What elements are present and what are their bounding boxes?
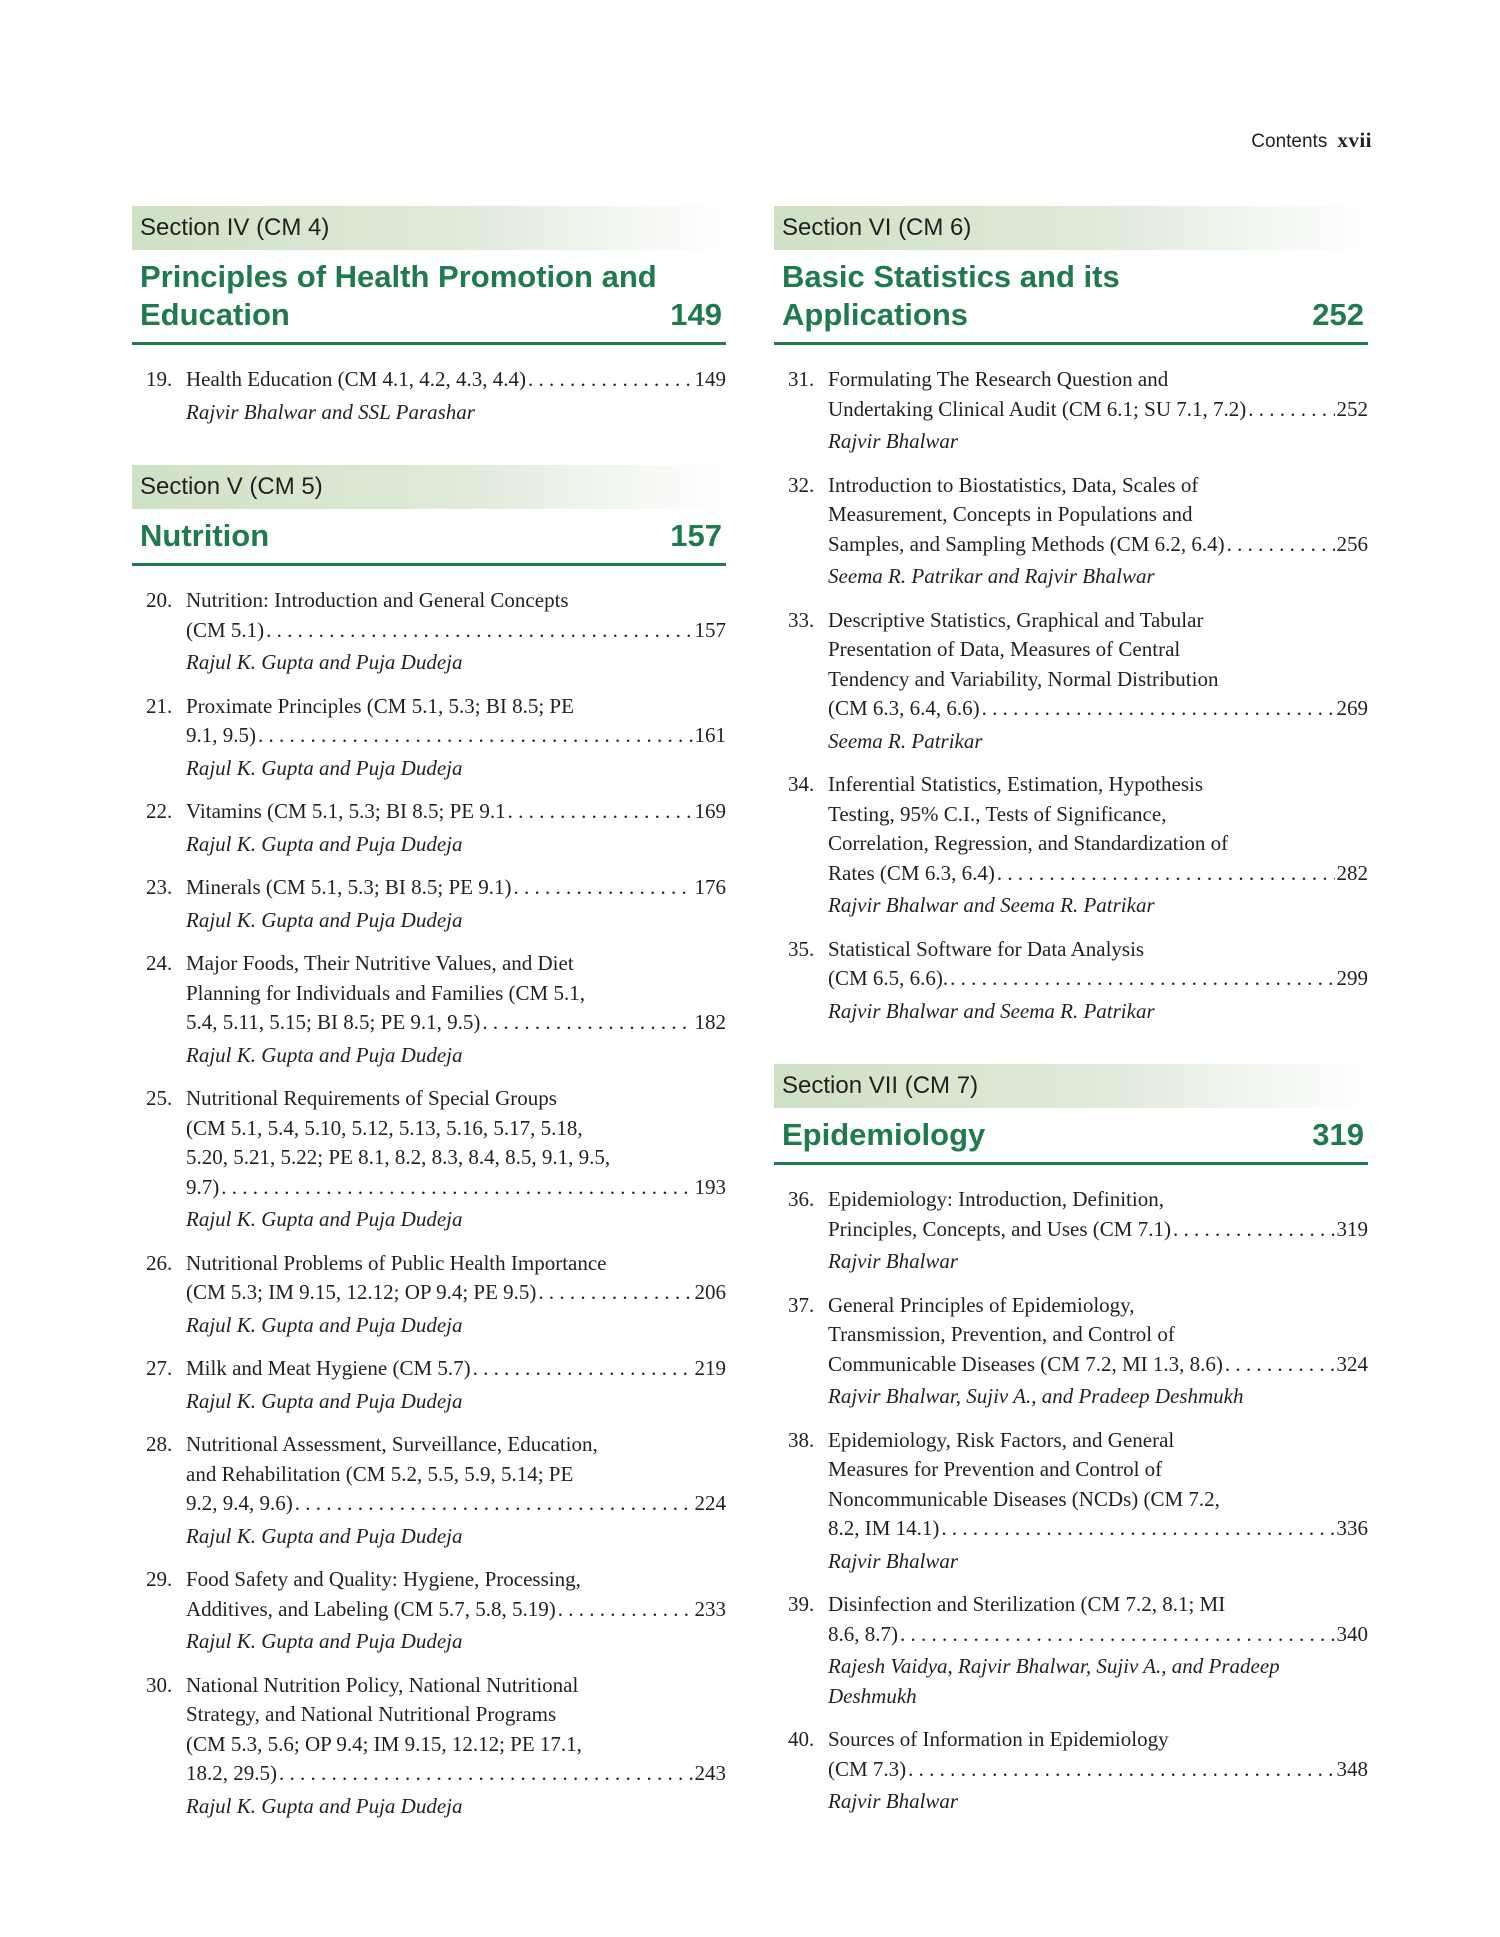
toc-entry[interactable] bbox=[774, 606, 1368, 757]
entry-authors: Rajul K. Gupta and Puja Dudeja bbox=[186, 831, 463, 856]
entry-title-line bbox=[828, 500, 1368, 530]
dot-leader bbox=[528, 365, 692, 395]
entry-title-line bbox=[828, 1725, 1368, 1755]
entry-title-text: Sources of Information in Epidemiology bbox=[828, 1727, 1169, 1751]
toc-entry[interactable] bbox=[132, 1354, 726, 1416]
section-label: Section V (CM 5) bbox=[132, 465, 726, 509]
entry-page-number: 299 bbox=[1336, 966, 1368, 990]
entry-title-text: Testing, 95% C.I., Tests of Significance, bbox=[828, 801, 1167, 826]
entry-title-text: Communicable Diseases (CM 7.2, MI 1.3, 8.6) bbox=[828, 1351, 1223, 1376]
entry-page-number: 256 bbox=[1336, 531, 1368, 556]
section-title: Nutrition bbox=[140, 518, 270, 553]
entry-authors: Rajvir Bhalwar bbox=[828, 1789, 959, 1813]
entry-page-number: 252 bbox=[1336, 396, 1368, 421]
entry-authors: Seema R. Patrikar bbox=[828, 728, 983, 753]
entry-page-number: 243 bbox=[694, 1761, 726, 1785]
entry-title-text: Introduction to Biostatistics, Data, Scales of bbox=[828, 472, 1199, 497]
entry-title-line bbox=[186, 1671, 726, 1701]
toc-entry[interactable] bbox=[774, 1291, 1368, 1412]
entry-page-number: 206 bbox=[694, 1280, 726, 1304]
entry-page-number: 157 bbox=[694, 617, 726, 642]
entry-title-text: (CM 5.3, 5.6; OP 9.4; IM 9.15, 12.12; PE 17.1, bbox=[186, 1731, 582, 1756]
entry-title-text: Noncommunicable Diseases (NCDs) (CM 7.2, bbox=[828, 1486, 1220, 1511]
entry-title-text: Rates (CM 6.3, 6.4) bbox=[828, 860, 995, 885]
entry-title-line bbox=[828, 365, 1368, 395]
entry-title-line bbox=[186, 1489, 726, 1519]
running-head-label: Contents bbox=[1251, 131, 1328, 152]
entry-authors: Rajvir Bhalwar and SSL Parashar bbox=[186, 399, 475, 424]
dot-leader bbox=[1227, 530, 1335, 560]
dot-leader bbox=[900, 1620, 1335, 1650]
entry-authors: Rajvir Bhalwar, Sujiv A., and Pradeep Deshmukh bbox=[828, 1384, 1244, 1408]
toc-entry[interactable] bbox=[774, 1590, 1368, 1711]
entry-title-text: Samples, and Sampling Methods (CM 6.2, 6.4) bbox=[828, 531, 1225, 556]
entry-number: 29. bbox=[146, 1567, 173, 1591]
entry-title-line bbox=[186, 1460, 726, 1490]
entry-title-text: Statistical Software for Data Analysis bbox=[828, 936, 1145, 961]
entry-title-text: Milk and Meat Hygiene (CM 5.7) bbox=[186, 1356, 471, 1380]
entry-title-text: Proximate Principles (CM 5.1, 5.3; BI 8.5; PE bbox=[186, 693, 574, 718]
toc-entry[interactable] bbox=[774, 935, 1368, 1027]
entry-title-text: Presentation of Data, Measures of Central bbox=[828, 637, 1181, 661]
dot-leader bbox=[482, 1008, 692, 1038]
entry-number: 28. bbox=[146, 1432, 173, 1456]
section-page-number: 319 bbox=[1312, 1117, 1364, 1152]
entry-page-number: 319 bbox=[1336, 1216, 1368, 1241]
section-title-row bbox=[132, 509, 726, 566]
section-page-number: 252 bbox=[1312, 297, 1364, 332]
entry-title-line bbox=[828, 1426, 1368, 1456]
entry-title-line bbox=[186, 1008, 726, 1038]
dot-leader bbox=[514, 873, 693, 903]
entry-authors: Rajvir Bhalwar bbox=[828, 1548, 959, 1573]
entry-title-line bbox=[828, 1350, 1368, 1380]
entry-page-number: 193 bbox=[694, 1174, 726, 1199]
entry-page-number: 182 bbox=[694, 1010, 726, 1034]
entry-number: 38. bbox=[788, 1427, 815, 1452]
entry-title-text: Strategy, and National Nutritional Programs bbox=[186, 1702, 557, 1726]
dot-leader bbox=[279, 1759, 693, 1789]
entry-title-text: 5.4, 5.11, 5.15; BI 8.5; PE 9.1, 9.5) bbox=[186, 1010, 481, 1034]
entry-title-text: Epidemiology, Risk Factors, and General bbox=[828, 1427, 1175, 1452]
toc-entry[interactable] bbox=[132, 365, 726, 427]
dot-leader bbox=[1173, 1215, 1335, 1245]
entry-title-line bbox=[186, 873, 726, 903]
entry-title-line bbox=[186, 586, 726, 616]
entry-title-line bbox=[828, 1514, 1368, 1544]
entry-title-text: Transmission, Prevention, and Control of bbox=[828, 1322, 1175, 1346]
entry-title-line bbox=[828, 1185, 1368, 1215]
toc-entry[interactable] bbox=[774, 770, 1368, 921]
entry-number: 36. bbox=[788, 1187, 815, 1211]
entry-page-number: 269 bbox=[1336, 696, 1368, 720]
entry-title-line bbox=[828, 635, 1368, 665]
entry-title-text: 8.2, IM 14.1) bbox=[828, 1516, 940, 1540]
entry-number: 37. bbox=[788, 1292, 815, 1317]
entry-page-number: 224 bbox=[694, 1491, 726, 1515]
entry-title-text: Formulating The Research Question and bbox=[828, 367, 1169, 391]
entry-title-text: 9.2, 9.4, 9.6) bbox=[186, 1491, 293, 1515]
entry-number: 19. bbox=[146, 367, 173, 391]
entry-title-line bbox=[186, 692, 726, 722]
entry-title-text: Tendency and Variability, Normal Distribution bbox=[828, 666, 1219, 691]
dot-leader bbox=[295, 1489, 693, 1519]
section-title: Principles of Health Promotion and Education bbox=[140, 259, 657, 332]
entry-title-line bbox=[828, 1291, 1368, 1321]
entry-authors: Rajul K. Gupta and Puja Dudeja bbox=[186, 1388, 463, 1413]
entry-title-text: 9.7) bbox=[186, 1174, 220, 1199]
dot-leader bbox=[258, 721, 693, 751]
entry-title-line bbox=[186, 365, 726, 395]
entry-title-text: Nutritional Requirements of Special Groups bbox=[186, 1086, 557, 1110]
entry-title-text: 5.20, 5.21, 5.22; PE 8.1, 8.2, 8.3, 8.4, 8.5, 9.1, 9.5, bbox=[186, 1145, 611, 1169]
section-title-row bbox=[132, 250, 726, 345]
toc-entry[interactable] bbox=[132, 692, 726, 784]
entry-page-number: 324 bbox=[1336, 1351, 1368, 1376]
toc-section bbox=[774, 1064, 1368, 1817]
section-title: Basic Statistics and its Applications bbox=[782, 259, 1120, 332]
entry-title-text: Vitamins (CM 5.1, 5.3; BI 8.5; PE 9.1 bbox=[186, 799, 506, 823]
entry-title-line bbox=[828, 694, 1368, 724]
entry-title-line bbox=[186, 1249, 726, 1279]
entry-title-line bbox=[828, 964, 1368, 994]
entry-title-text: Major Foods, Their Nutritive Values, and Diet bbox=[186, 951, 574, 975]
entry-title-text: 9.1, 9.5) bbox=[186, 723, 256, 747]
toc-entry[interactable] bbox=[774, 471, 1368, 592]
entry-title-line bbox=[828, 1320, 1368, 1350]
toc-section bbox=[774, 206, 1368, 1026]
entry-title-line bbox=[186, 1595, 726, 1625]
entry-title-line bbox=[828, 859, 1368, 889]
toc-entry[interactable] bbox=[132, 1671, 726, 1822]
entry-title-text: Food Safety and Quality: Hygiene, Processing, bbox=[186, 1567, 581, 1591]
entry-title-text: (CM 5.3; IM 9.15, 12.12; OP 9.4; PE 9.5) bbox=[186, 1280, 537, 1304]
entry-number: 30. bbox=[146, 1672, 173, 1697]
entry-title-text: Minerals (CM 5.1, 5.3; BI 8.5; PE 9.1) bbox=[186, 875, 512, 899]
entry-number: 35. bbox=[788, 936, 815, 961]
dot-leader bbox=[1248, 395, 1334, 425]
entry-title-line bbox=[186, 1143, 726, 1173]
entry-title-line bbox=[828, 770, 1368, 800]
entry-page-number: 149 bbox=[694, 367, 726, 391]
entry-number: 21. bbox=[146, 693, 173, 718]
entry-page-number: 176 bbox=[694, 875, 726, 899]
entry-title-line bbox=[828, 471, 1368, 501]
entry-number: 25. bbox=[146, 1086, 173, 1110]
entry-title-line bbox=[828, 829, 1368, 859]
entry-number: 31. bbox=[788, 367, 815, 391]
entry-title-line bbox=[828, 1620, 1368, 1650]
entry-title-line bbox=[186, 1430, 726, 1460]
entry-title-line bbox=[186, 797, 726, 827]
dot-leader bbox=[473, 1354, 693, 1384]
toc-entry[interactable] bbox=[132, 1565, 726, 1657]
dot-leader bbox=[221, 1173, 692, 1203]
dot-leader bbox=[538, 1278, 692, 1308]
dot-leader bbox=[908, 1755, 1334, 1785]
section-page-number: 157 bbox=[670, 518, 722, 553]
entry-page-number: 336 bbox=[1336, 1516, 1368, 1540]
entry-authors: Rajul K. Gupta and Puja Dudeja bbox=[186, 650, 463, 674]
entry-page-number: 282 bbox=[1336, 860, 1368, 885]
entry-title-text: Epidemiology: Introduction, Definition, bbox=[828, 1187, 1164, 1211]
entry-title-line bbox=[828, 1455, 1368, 1485]
entry-title-line bbox=[828, 395, 1368, 425]
entry-title-line bbox=[186, 1354, 726, 1384]
entry-title-text: Nutritional Assessment, Surveillance, Education, bbox=[186, 1432, 598, 1456]
entry-page-number: 233 bbox=[694, 1596, 726, 1621]
entry-title-line bbox=[186, 1114, 726, 1144]
entry-title-line bbox=[186, 1700, 726, 1730]
entry-title-text: Disinfection and Sterilization (CM 7.2, 8.1; MI bbox=[828, 1592, 1226, 1616]
entry-title-text: Additives, and Labeling (CM 5.7, 5.8, 5.19) bbox=[186, 1596, 556, 1621]
right-column bbox=[774, 206, 1368, 1855]
page-number: xvii bbox=[1337, 128, 1372, 152]
entry-title-line bbox=[186, 1759, 726, 1789]
entry-authors: Rajul K. Gupta and Puja Dudeja bbox=[186, 1523, 463, 1548]
dot-leader bbox=[508, 797, 693, 827]
toc-entry[interactable] bbox=[132, 1430, 726, 1551]
entry-authors: Rajvir Bhalwar and Seema R. Patrikar bbox=[828, 893, 1155, 917]
entry-title-line bbox=[828, 530, 1368, 560]
entry-title-line bbox=[186, 721, 726, 751]
dot-leader bbox=[558, 1595, 693, 1625]
entry-title-text: National Nutrition Policy, National Nutritional bbox=[186, 1672, 579, 1697]
toc-section bbox=[132, 206, 726, 427]
entry-title-text: Nutritional Problems of Public Health Importance bbox=[186, 1250, 607, 1275]
entry-title-text: Health Education (CM 4.1, 4.2, 4.3, 4.4) bbox=[186, 367, 527, 391]
entry-authors: Rajul K. Gupta and Puja Dudeja bbox=[186, 1629, 463, 1653]
entry-title-line bbox=[186, 1730, 726, 1760]
entry-title-text: (CM 5.1, 5.4, 5.10, 5.12, 5.13, 5.16, 5.17, 5.18, bbox=[186, 1115, 583, 1140]
entry-authors: Rajul K. Gupta and Puja Dudeja bbox=[186, 907, 463, 932]
entry-title-line bbox=[186, 1173, 726, 1203]
toc-entry[interactable] bbox=[132, 586, 726, 678]
toc-section bbox=[132, 465, 726, 1821]
entry-authors: Rajul K. Gupta and Puja Dudeja bbox=[186, 755, 463, 780]
section-page-number: 149 bbox=[670, 297, 722, 332]
section-label: Section VII (CM 7) bbox=[774, 1064, 1368, 1108]
dot-leader bbox=[941, 1514, 1334, 1544]
entry-title-text: 18.2, 29.5) bbox=[186, 1761, 277, 1785]
entry-authors: Rajesh Vaidya, Rajvir Bhalwar, Sujiv A., and Pradeep Deshmukh bbox=[828, 1654, 1280, 1708]
toc-entry[interactable] bbox=[774, 365, 1368, 457]
left-column bbox=[132, 206, 726, 1859]
entry-title-line bbox=[186, 1278, 726, 1308]
entry-page-number: 219 bbox=[694, 1356, 726, 1380]
entry-title-line bbox=[828, 606, 1368, 636]
entry-number: 27. bbox=[146, 1356, 173, 1380]
entry-title-text: and Rehabilitation (CM 5.2, 5.5, 5.9, 5.14; PE bbox=[186, 1461, 574, 1486]
entry-title-text: (CM 7.3) bbox=[828, 1756, 907, 1781]
entry-number: 33. bbox=[788, 607, 815, 632]
entry-title-line bbox=[828, 1485, 1368, 1515]
entry-title-text: Measures for Prevention and Control of bbox=[828, 1457, 1163, 1481]
entry-authors: Rajvir Bhalwar bbox=[828, 1249, 959, 1273]
entry-authors: Rajvir Bhalwar bbox=[828, 429, 959, 453]
entry-title-line bbox=[828, 1755, 1368, 1785]
entry-number: 23. bbox=[146, 875, 173, 899]
toc-entry[interactable] bbox=[774, 1185, 1368, 1277]
entry-number: 24. bbox=[146, 951, 173, 975]
entry-title-line bbox=[828, 1590, 1368, 1620]
entry-authors: Rajul K. Gupta and Puja Dudeja bbox=[186, 1312, 463, 1337]
entry-authors: Rajul K. Gupta and Puja Dudeja bbox=[186, 1207, 463, 1231]
entry-page-number: 161 bbox=[694, 723, 726, 747]
entry-title-text: Measurement, Concepts in Populations and bbox=[828, 502, 1193, 526]
entry-title-text: Correlation, Regression, and Standardization of bbox=[828, 831, 1229, 855]
entry-number: 26. bbox=[146, 1250, 173, 1275]
entry-title-line bbox=[828, 800, 1368, 830]
entry-page-number: 340 bbox=[1336, 1621, 1368, 1646]
toc-entry[interactable] bbox=[132, 1249, 726, 1341]
dot-leader bbox=[1225, 1350, 1335, 1380]
entry-title-text: 8.6, 8.7) bbox=[828, 1621, 898, 1646]
entry-title-text: Planning for Individuals and Families (CM 5.1, bbox=[186, 980, 585, 1005]
dot-leader bbox=[997, 859, 1335, 889]
entry-title-text: General Principles of Epidemiology, bbox=[828, 1292, 1135, 1317]
section-title: Epidemiology bbox=[782, 1117, 986, 1152]
entry-authors: Seema R. Patrikar and Rajvir Bhalwar bbox=[828, 564, 1155, 588]
running-head bbox=[1251, 128, 1372, 153]
entry-page-number: 169 bbox=[694, 799, 726, 823]
dot-leader bbox=[982, 694, 1335, 724]
entry-title-line bbox=[186, 1084, 726, 1114]
entry-number: 40. bbox=[788, 1727, 815, 1751]
entry-title-line bbox=[186, 979, 726, 1009]
entry-title-line bbox=[828, 1215, 1368, 1245]
entry-title-text: Nutrition: Introduction and General Concepts bbox=[186, 588, 569, 612]
toc-entry[interactable] bbox=[774, 1426, 1368, 1577]
toc-entry[interactable] bbox=[774, 1725, 1368, 1817]
entry-number: 22. bbox=[146, 799, 173, 823]
entry-title-text: (CM 6.3, 6.4, 6.6) bbox=[828, 696, 980, 720]
entry-title-text: (CM 6.5, 6.6). bbox=[828, 966, 949, 990]
entry-number: 34. bbox=[788, 772, 815, 796]
entry-authors: Rajul K. Gupta and Puja Dudeja bbox=[186, 1042, 463, 1067]
section-title-row bbox=[774, 1108, 1368, 1165]
section-label: Section IV (CM 4) bbox=[132, 206, 726, 250]
entry-title-line bbox=[828, 665, 1368, 695]
entry-authors: Rajul K. Gupta and Puja Dudeja bbox=[186, 1793, 463, 1818]
entry-number: 20. bbox=[146, 588, 173, 612]
entry-page-number: 348 bbox=[1336, 1756, 1368, 1781]
dot-leader bbox=[266, 616, 692, 646]
entry-authors: Rajvir Bhalwar and Seema R. Patrikar bbox=[828, 998, 1155, 1023]
entry-number: 39. bbox=[788, 1592, 815, 1616]
toc-entry[interactable] bbox=[132, 873, 726, 935]
entry-title-text: Undertaking Clinical Audit (CM 6.1; SU 7.1, 7.2) bbox=[828, 396, 1247, 421]
toc-entry[interactable] bbox=[132, 949, 726, 1070]
entry-title-line bbox=[186, 949, 726, 979]
entry-number: 32. bbox=[788, 472, 815, 497]
entry-title-line bbox=[186, 1565, 726, 1595]
entry-title-line bbox=[828, 935, 1368, 965]
entry-title-text: Descriptive Statistics, Graphical and Tabular bbox=[828, 607, 1204, 632]
section-title-row bbox=[774, 250, 1368, 345]
section-label: Section VI (CM 6) bbox=[774, 206, 1368, 250]
entry-title-text: Principles, Concepts, and Uses (CM 7.1) bbox=[828, 1216, 1171, 1241]
entry-title-text: (CM 5.1) bbox=[186, 617, 265, 642]
toc-entry[interactable] bbox=[132, 1084, 726, 1235]
dot-leader bbox=[950, 964, 1334, 994]
entry-title-line bbox=[186, 616, 726, 646]
toc-entry[interactable] bbox=[132, 797, 726, 859]
entry-title-text: Inferential Statistics, Estimation, Hypothesis bbox=[828, 772, 1204, 796]
